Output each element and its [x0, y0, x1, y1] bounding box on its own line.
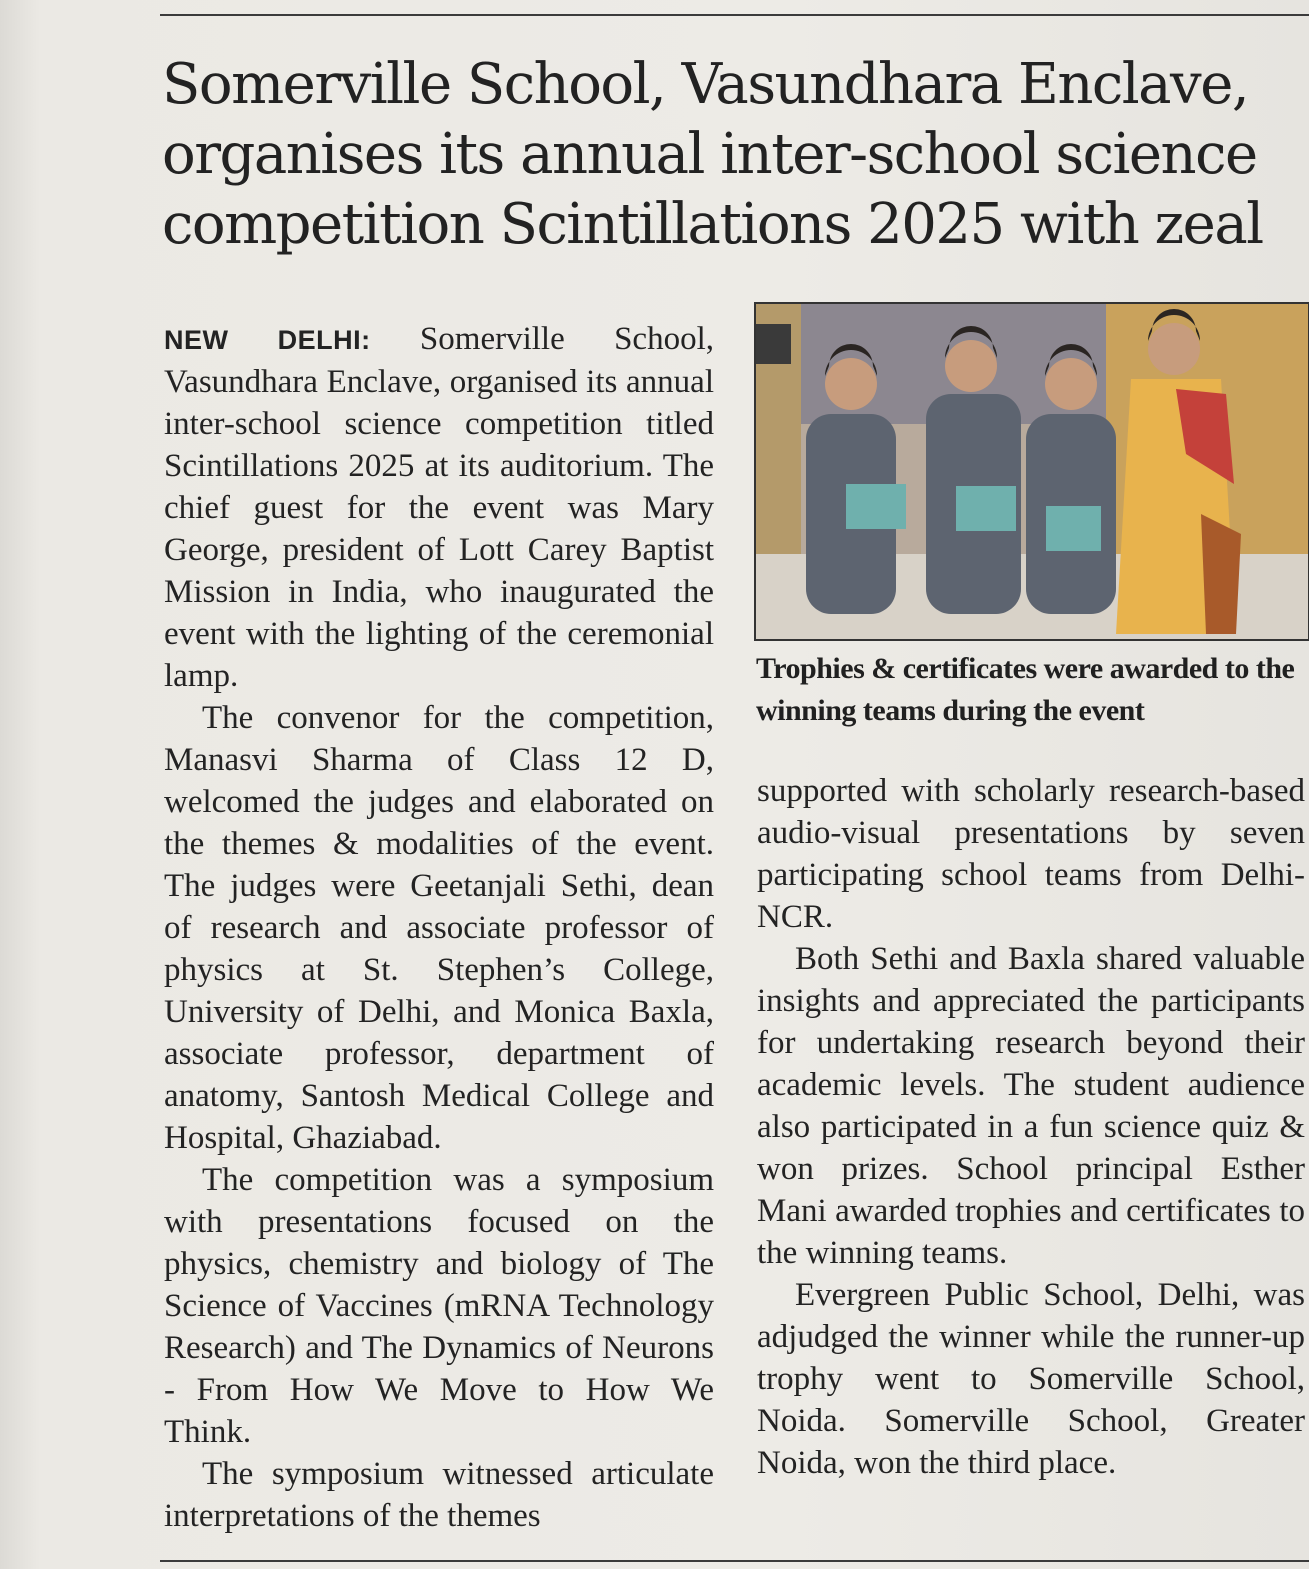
bottom-rule — [160, 1560, 1309, 1562]
headline — [162, 50, 1292, 260]
photo-caption: Trophies & certificates were awarded to the winning teams during the event — [756, 652, 1295, 727]
article-paragraph-3: The competition was a symposium with presentations focused on the physics, chemistry and biology of The Science of Vaccines (mRNA Technology Research) and The Dynamics of Neurons - From How We Move to How We Think. — [164, 1162, 714, 1450]
dateline: NEW DELHI: — [164, 325, 371, 355]
article-paragraph-2: The convenor for the competition, Manasvi Sharma of Class 12 D, welcomed the judges and elaborated on the themes & modalities of the event. The judges were Geetanjali Sethi, dean of research and associate professor of physics at St. Stephen’s College, University of Delhi, and Monica Baxla, associate professor, department of anatomy, Santosh Medical College and Hospital, Ghaziabad. — [164, 700, 714, 1156]
headline-line-3: competition Scintillations 2025 with zeal — [162, 192, 1263, 257]
article-paragraph-6: Both Sethi and Baxla shared valuable insights and appreciated the participants for undertaking research beyond their academic levels. The student audience also participated in a fun science quiz & won prizes. School principal Esther Mani awarded trophies and certificates to the winning teams. — [757, 941, 1305, 1271]
article-paragraph-7: Evergreen Public School, Delhi, was adjudged the winner while the runner-up trophy went to Somerville School, Noida. Somerville School, Greater Noida, won the third place. — [757, 1277, 1305, 1481]
headline-line-1: Somerville School, Vasundhara Enclave, — [162, 52, 1249, 117]
top-rule — [160, 14, 1309, 16]
paragraph-1-text: Somerville School, Vasundhara Enclave, organised its annual inter-school science competition titled Scintillations 2025 at its auditorium. The chief guest for the event was Mary George, president of Lott Carey Baptist Mission in India, who inaugurated the event with the lighting of the ceremonial lamp. — [164, 321, 714, 694]
article-column-left — [164, 318, 714, 1537]
article-paragraph-4: The symposium witnessed articulate interpretations of the themes — [164, 1456, 714, 1534]
article-column-right — [757, 770, 1305, 1484]
article-paragraph-1 — [164, 318, 714, 697]
event-photo — [754, 302, 1309, 641]
headline-line-2: organises its annual inter-school science — [162, 122, 1257, 187]
photo-illustration — [756, 304, 1308, 639]
article-paragraph-5: supported with scholarly research-based audio-visual presentations by seven participating school teams from Delhi-NCR. — [757, 773, 1305, 935]
